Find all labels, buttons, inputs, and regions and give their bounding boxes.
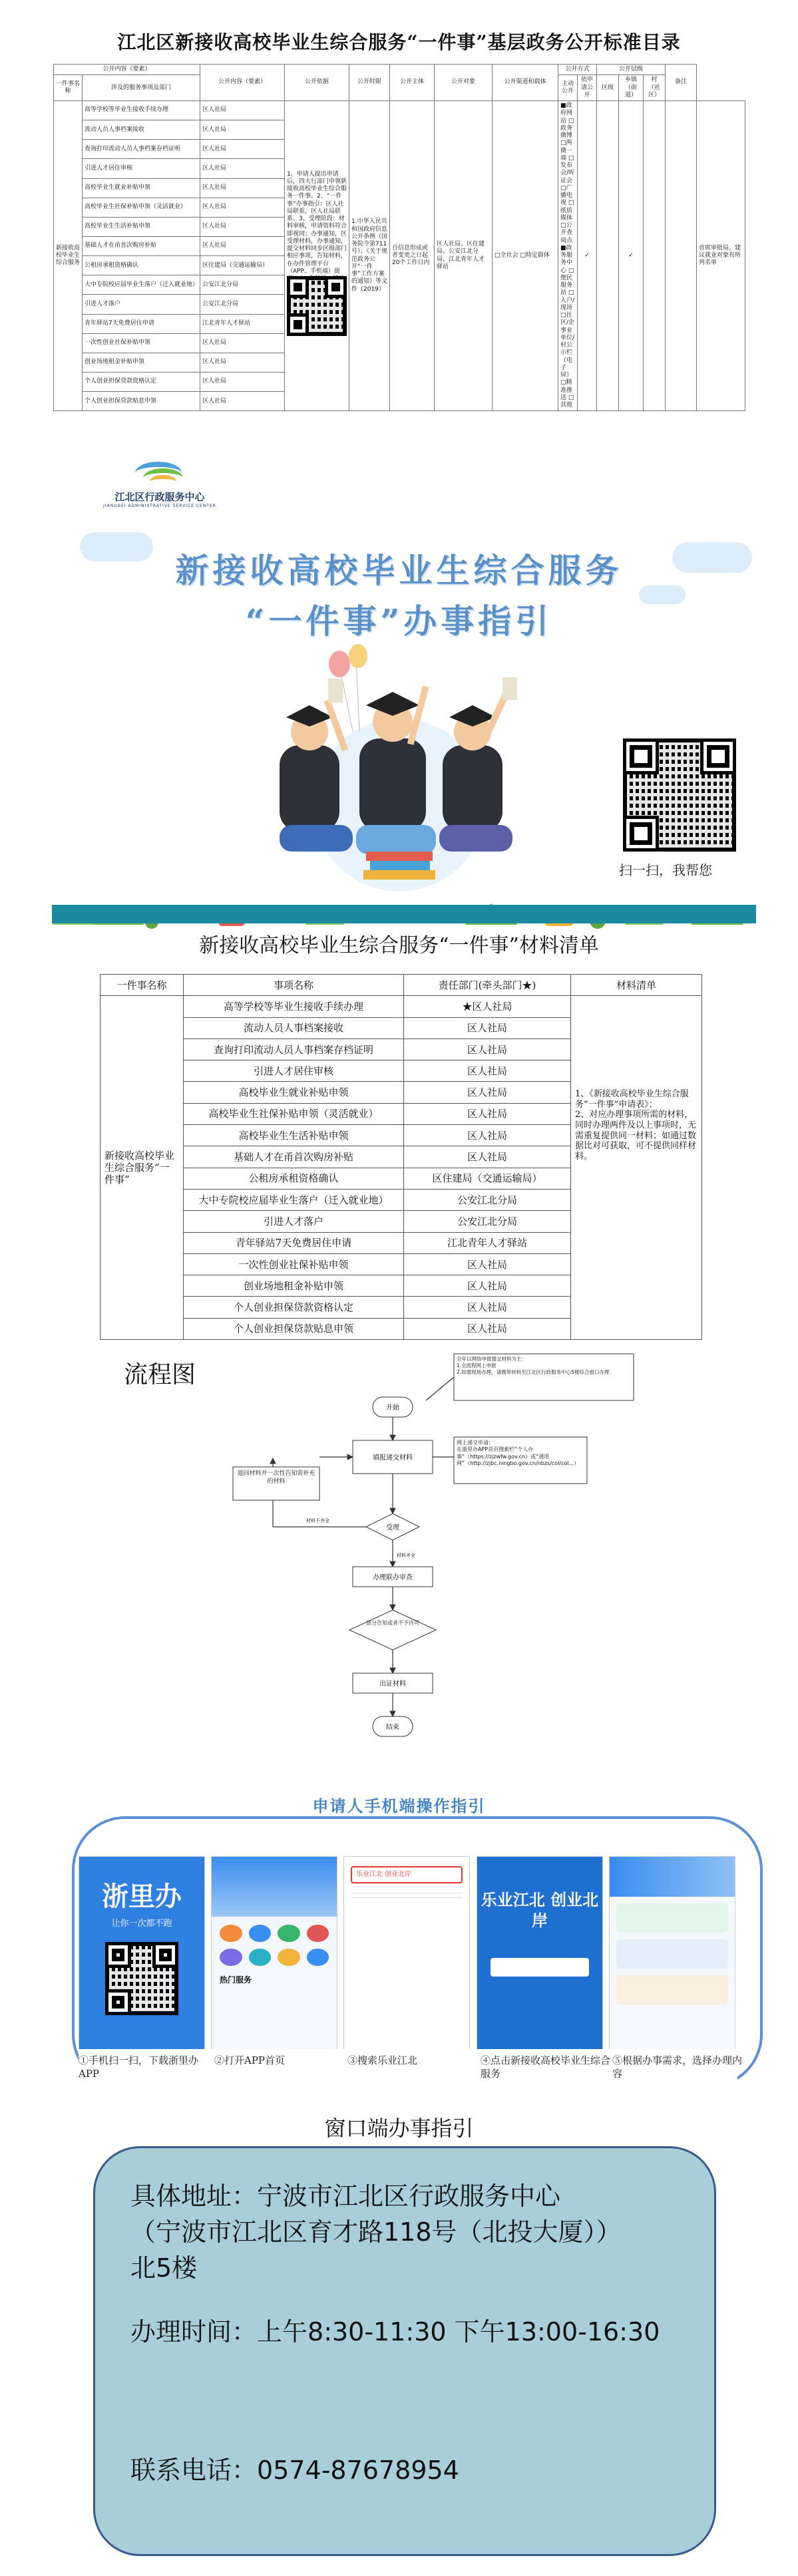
graduates-illustration	[240, 639, 559, 925]
app-icon[interactable]	[220, 1949, 242, 1966]
materials-item: 创业场地租金补贴申领	[184, 1275, 404, 1297]
hours-label: 办理时间：	[130, 2317, 258, 2346]
catalog-basis: 1.中华人民共和国政府信息公开条例（国务院令第711号）；《关于规范政务公开“一件事”工作方案的通知》等文件（2019）	[349, 101, 390, 411]
address-line3: 北5楼	[130, 2253, 198, 2283]
flow-result-label: 出证材料	[379, 1681, 406, 1688]
app-icon[interactable]	[307, 1949, 329, 1966]
flow-review-label: 办理联办审查	[373, 1574, 413, 1581]
catalog-dept: 区人社局	[200, 140, 285, 159]
materials-dept: 区人社局	[404, 1125, 571, 1146]
materials-head-item: 事项名称	[184, 975, 404, 996]
materials-dept: 区人社局	[404, 1017, 571, 1039]
home-icon-grid	[212, 1917, 337, 1974]
catalog-time: 自信息形成或者变更之日起20个工作日内	[390, 101, 435, 411]
catalog-item: 高校毕业生社保补贴申领（灵活就业）	[83, 198, 200, 217]
catalog-dept: 区人社局	[200, 217, 285, 236]
catalog-item: 引进人才落户	[83, 295, 200, 314]
app-icon[interactable]	[307, 1925, 329, 1942]
catalog-channel: ■政府网站 □政务微博 □两微一端 □发布会/听证会 □广播电视 □纸质媒体 □公开查阅点 ■政务服务中心 □便民服务站 □入户/现场 □社区/企事业单位/村公示栏（电子屏） □精准推送 □其他	[558, 101, 578, 411]
catalog-guide-cell	[285, 101, 349, 411]
materials-head-list: 材料清单	[571, 975, 702, 996]
catalog-check-cell	[597, 101, 619, 411]
catalog-item: 基础人才在甬首次购房补贴	[83, 236, 200, 255]
catalog-item: 高等学校等毕业生接收手续办理	[83, 101, 200, 120]
materials-item: 高校毕业生社保补贴申领（灵活就业）	[184, 1103, 404, 1124]
materials-list: 1、《新接收高校毕业生综合服务“一件事”申请表》； 2、对应办理事项所需的材料，同时办理两件及以上事项时，无需重复提供同一材料；如通过数据比对可获取，可不提供同样材料。	[571, 996, 702, 1340]
home-banner	[212, 1857, 337, 1917]
hours-line	[130, 2315, 663, 2349]
step3-caption: ③搜索乐业江北	[347, 2054, 418, 2066]
catalog-one-thing: 新接收高校毕业生综合服务	[54, 101, 83, 411]
catalog-item: 查询打印流动人员人事档案存档证明	[83, 140, 200, 159]
service-button[interactable]	[491, 1958, 589, 1977]
catalog-head-name: 一件事名称	[54, 75, 83, 101]
catalog-table	[53, 64, 745, 411]
catalog-dept: 区人社局	[200, 392, 285, 411]
catalog-dept: 江北青年人才驿站	[200, 314, 285, 333]
materials-row	[100, 996, 702, 1017]
flow-start-label: 开始	[386, 1404, 399, 1412]
catalog-item: 一次性创业社保补贴申领	[83, 333, 200, 353]
catalog-head-method: 公开方式	[558, 65, 597, 75]
catalog-head-basis: 公开依据	[285, 65, 349, 101]
scan-hint: 扫一扫，我帮您	[619, 862, 712, 878]
banner-text: 乐业江北 创业北岸	[481, 1891, 599, 1931]
catalog-dept: 区人社局	[200, 333, 285, 353]
materials-dept: 区人社局	[404, 1318, 571, 1339]
catalog-head-level: 公开层级	[597, 65, 666, 75]
graduate-figure	[356, 685, 436, 854]
materials-item: 流动人员人事档案接收	[184, 1017, 404, 1039]
app-name: 浙里办	[102, 1881, 182, 1912]
catalog-head-level-1: 区级	[597, 75, 619, 101]
materials-title: 新接收高校毕业生综合服务“一件事”材料清单	[199, 934, 599, 957]
app-icon[interactable]	[278, 1949, 300, 1966]
service-card[interactable]	[616, 1975, 728, 2005]
materials-item: 高等学校等毕业生接收手续办理	[184, 996, 404, 1017]
materials-dept: 区人社局	[404, 1146, 571, 1168]
catalog-subject: 区人社局、区住建局、公安江北分局、江北青年人才驿站	[435, 101, 493, 411]
materials-dept: 江北青年人才驿站	[404, 1232, 571, 1253]
catalog-dept: 区人社局	[200, 236, 285, 255]
flow-accept-yes: 材料齐全	[397, 1553, 415, 1558]
hours-value: 上午8:30-11:30 下午13:00-16:30	[257, 2317, 660, 2346]
logo-text-cn: 江北区行政服务中心	[114, 491, 205, 503]
service-center-logo	[93, 458, 226, 508]
catalog-check-cell	[666, 101, 697, 411]
catalog-dept: 区住建局（交通运输局）	[200, 256, 285, 275]
catalog-title: 江北区新接收高校毕业生综合服务“一件事”基层政务公开标准目录	[117, 31, 681, 53]
catalog-head-method-1: 主动公开	[558, 75, 578, 101]
materials-dept: 公安江北分局	[404, 1211, 571, 1232]
app-download-qr[interactable]	[105, 1942, 178, 2015]
materials-item: 高校毕业生生活补贴申领	[184, 1125, 404, 1146]
flow-reject-label: 退回材料并一次性告知需补充的材料	[237, 1470, 315, 1485]
guide-qr-code[interactable]	[623, 738, 736, 852]
list-banner	[610, 1857, 735, 1897]
guide-title-line1: 新接收高校毕业生综合服务	[175, 551, 623, 590]
materials-dept: 区人社局	[404, 1082, 571, 1103]
materials-item: 基础人才在甬首次购房补贴	[184, 1146, 404, 1168]
catalog-head-content: 公开内容（要素）	[54, 65, 200, 75]
catalog-dept: 区人社局	[200, 353, 285, 372]
divider	[351, 1897, 463, 1898]
logo-mark-icon	[130, 458, 190, 487]
catalog-dept: 区人社局	[200, 159, 285, 178]
materials-item: 公租房承租资格确认	[184, 1168, 404, 1189]
materials-item: 大中专院校应届毕业生落户（迁入就业地）	[184, 1189, 404, 1210]
materials-dept: 区人社局	[404, 1297, 571, 1318]
catalog-item: 个人创业担保贷款资格认定	[83, 372, 200, 391]
service-card[interactable]	[616, 1939, 728, 1969]
materials-head-name: 一件事名称	[100, 975, 184, 996]
address-value: 宁波市江北区行政服务中心	[257, 2181, 561, 2211]
catalog-check-cell	[644, 101, 666, 411]
materials-item: 个人创业担保贷款资格认定	[184, 1297, 404, 1318]
materials-dept: ★区人社局	[404, 996, 571, 1017]
materials-head-dept: 责任部门(牵头部门★)	[404, 975, 571, 996]
catalog-dept: 区人社局	[200, 372, 285, 391]
materials-dept: 区住建局（交通运输局）	[404, 1168, 571, 1189]
materials-dept: 公安江北分局	[404, 1189, 571, 1210]
flow-title: 流程图	[124, 1361, 196, 1388]
catalog-item: 高校毕业生就业补贴申领	[83, 178, 200, 198]
window-guide-title: 窗口端办事指引	[324, 2116, 474, 2141]
catalog-head-level-3: 村（社区）	[644, 75, 666, 101]
catalog-check-cell: ✓	[619, 101, 644, 411]
step5-caption: ⑤根据办事需求，选择办理内容	[612, 2054, 743, 2080]
catalog-note: 首席审批局，建议就业对象有所列名单	[697, 101, 745, 411]
catalog-item: 引进人才居住审核	[83, 159, 200, 178]
catalog-item: 个人创业担保贷款贴息申领	[83, 392, 200, 411]
materials-dept: 区人社局	[404, 1060, 571, 1082]
catalog-item: 高校毕业生生活补贴申领	[83, 217, 200, 236]
materials-dept: 区人社局	[404, 1253, 571, 1275]
materials-dept: 区人社局	[404, 1039, 571, 1060]
catalog-head-level-2: 乡镇（街道）	[619, 75, 644, 101]
guide-title-line2: “一件事”办事指引	[245, 601, 553, 641]
catalog-head-object: 公开对象	[435, 65, 493, 101]
materials-dept: 区人社局	[404, 1103, 571, 1124]
address-line	[130, 2179, 560, 2213]
catalog-dept: 公安江北分局	[200, 275, 285, 295]
catalog-head-note: 备注	[666, 65, 697, 101]
catalog-head-content2: 公开内容（要素）	[200, 65, 285, 101]
app-icon[interactable]	[249, 1949, 272, 1966]
service-card[interactable]	[616, 1903, 728, 1933]
materials-item: 一次性创业社保补贴申领	[184, 1253, 404, 1275]
catalog-check-cell: ✓	[578, 101, 597, 411]
catalog-item: 公租房承租资格确认	[83, 256, 200, 275]
catalog-head-subject: 公开主体	[390, 65, 435, 101]
address-label: 具体地址：	[130, 2181, 258, 2211]
flow-accept-no: 材料不齐全	[306, 1518, 329, 1524]
catalog-object: □全社会 □特定群体	[493, 101, 558, 411]
catalog-item: 创业场地租金补贴申领	[83, 353, 200, 372]
catalog-head-channel: 公开渠道和载体	[493, 65, 558, 101]
catalog-head-time: 公开时限	[349, 65, 390, 101]
step2-caption: ②打开APP首页	[214, 2054, 286, 2066]
address-line2: （宁波市江北区育才路118号（北投大厦））	[130, 2217, 622, 2247]
catalog-item: 流动人员人事档案接收	[83, 120, 200, 140]
app-icon[interactable]	[220, 1925, 242, 1942]
flow-decide-label: 部分告知或者不予许可	[366, 1620, 419, 1626]
materials-table	[100, 974, 702, 1340]
flowchart	[237, 1351, 652, 1803]
catalog-dept: 区人社局	[200, 178, 285, 198]
step1-caption: ①手机扫一扫，下载浙里办APP	[79, 2054, 199, 2080]
search-input[interactable]: 乐业江北 创业北岸	[351, 1866, 463, 1883]
materials-item: 引进人才居住审核	[184, 1060, 404, 1082]
flow-online-note: 网上递交申请： 在浙里办APP首页搜索栏“个人办事”（https://zjzwfw.gov.cn）或“通用网”（http://zjbc.ningbo.gov.cn/nbzs/col/col...）	[457, 1440, 580, 1467]
step4-caption: ④点击新接收高校毕业生综合服务	[481, 2054, 611, 2080]
materials-item: 高校毕业生就业补贴申领	[184, 1082, 404, 1103]
catalog-item: 大中专院校应届毕业生落户（迁入就业地）	[83, 275, 200, 295]
catalog-dept: 公安江北分局	[200, 295, 285, 314]
flow-accept-label: 受理	[386, 1524, 399, 1531]
catalog-head-method-2: 依申请公开	[578, 75, 597, 101]
materials-item: 查询打印流动人员人事档案存档证明	[184, 1039, 404, 1060]
app-icon[interactable]	[249, 1925, 272, 1942]
phone-value[interactable]: 0574-87678954	[257, 2456, 459, 2485]
catalog-dept: 区人社局	[200, 120, 285, 140]
materials-item: 个人创业担保贷款贴息申领	[184, 1318, 404, 1339]
flow-top-note: 全年以网络申报提交材料为主： 1.全流程网上申报 2.如需现场办理，请携带材料至江北区行政服务中心5楼综合窗口办理	[457, 1356, 610, 1375]
materials-item: 引进人才落户	[184, 1211, 404, 1232]
app-slogan: 让你一次都不跑	[111, 1919, 172, 1929]
phone-guide-title: 申请人手机端操作指引	[312, 1796, 486, 1816]
catalog-dept: 区人社局	[200, 101, 285, 120]
catalog-head-items: 涉及的服务事项及部门	[83, 75, 200, 101]
materials-item: 青年驿站7天免费居住申请	[184, 1232, 404, 1253]
phone-line	[130, 2454, 459, 2488]
app-icon[interactable]	[278, 1925, 300, 1942]
flow-end-label: 结束	[386, 1724, 399, 1731]
graduate-figure	[439, 677, 517, 852]
catalog-row	[54, 101, 745, 120]
materials-one-thing: 新接收高校毕业生综合服务“一件事”	[100, 996, 184, 1340]
phone-label: 联系电话：	[130, 2456, 258, 2485]
catalog-guide-text: 1、申请人提出申请后，四大行部门申领新接收高校毕业生综合服务一件事。2、“一件事”办事指引：区人社局联系，区人社局联系。3、受理阶段：材料审核，申请资料符合即视同；办事通知，区受理材料，办事通知，提交材料同步区级部门相应事项，告知材料，在办件管理平台（APP、手机端）提	[287, 170, 347, 275]
catalog-dept: 区人社局	[200, 198, 285, 217]
flow-fill-label: 填报递交材料	[373, 1454, 413, 1462]
materials-dept: 区人社局	[404, 1275, 571, 1297]
catalog-item: 青年驿站7天免费居住申请	[83, 314, 200, 333]
catalog-qr-code[interactable]	[287, 276, 347, 336]
ground-strip	[52, 905, 756, 923]
logo-text-en: JIANGBEI ADMINISTRATIVE SERVICE CENTER	[103, 504, 216, 508]
home-hot-label: 热门服务	[220, 1975, 252, 1985]
